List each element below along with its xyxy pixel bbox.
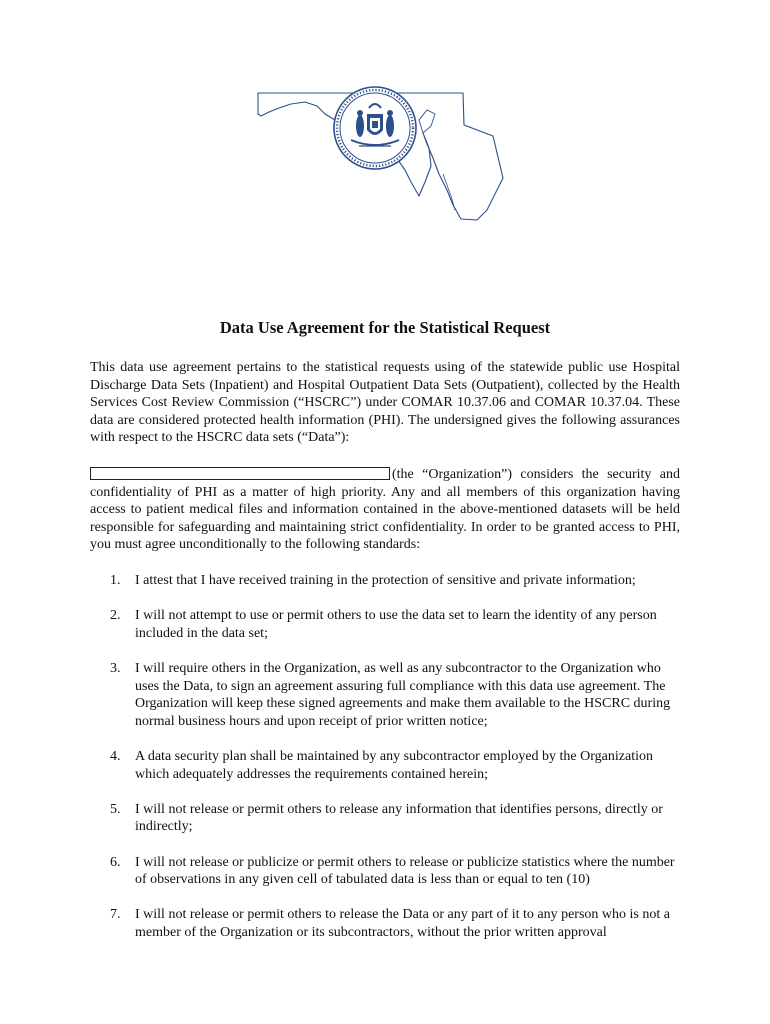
intro-paragraph: This data use agreement pertains to the statistical requests using of the statewide public use Hospital Discharge Data Sets (Inpatient) and Hospital Outpatient Data Sets (Outpatient), collected by the Health Services Cost Review Commission (“HSCRC”) under COMAR 10.37.06 and COMAR 10.37.04. These data are considered protected health information (PHI). The undersigned gives the following assurances with respect to the HSCRC data sets (“Data”): (90, 360, 680, 446)
state-seal-icon (334, 87, 416, 169)
organization-name-field[interactable] (90, 467, 390, 480)
list-item-text: I will not release or permit others to release the Data or any part of it to any person who is not a member of the Organization or its subcontractors, without the prior written approval (135, 907, 670, 940)
organization-paragraph (90, 466, 680, 554)
list-item (90, 801, 682, 836)
list-item-text: A data security plan shall be maintained by any subcontractor employed by the Organization which adequately addresses the requirements contained herein; (135, 748, 653, 782)
list-item (90, 748, 682, 783)
list-item-number: 7. (110, 907, 121, 923)
list-item-text: I will not release or publicize or permit others to release or publicize statistics where the number of observations in any given cell of tabulated data is less than or equal to ten (10) (135, 854, 675, 888)
list-item-number: 2. (110, 608, 121, 624)
standards-list (90, 572, 682, 959)
list-item (90, 660, 682, 730)
list-item-text: I will not attempt to use or permit others to use the data set to learn the identity of any person included in the data set; (135, 608, 657, 641)
list-item-text: I will not release or permit others to release any information that identifies persons, directly or indirectly; (135, 801, 663, 835)
list-item (90, 906, 682, 941)
list-item-number: 5. (110, 801, 121, 817)
list-item-text: I attest that I have received training in the protection of sensitive and private information; (135, 573, 636, 588)
list-item-number: 3. (110, 660, 121, 676)
organization-statement: (the “Organization”) considers the security and confidentiality of PHI as a matter of high priority. Any and all members of this organization having access to patient medical files and information contained in the above-mentioned datasets will be held responsible for safeguarding and maintaining strict confidentiality. In order to be granted access to PHI, you must agree unconditionally to the following standards: (90, 467, 680, 553)
list-item-text: I will require others in the Organization, as well as any subcontractor to the Organization who uses the Data, to sign an agreement assuring full compliance with this data use agreement. The Organization will keep these signed agreements and make them available to the HSCRC during normal business hours and upon receipt of prior written notice; (135, 660, 671, 729)
list-item (90, 854, 682, 889)
list-item-number: 1. (110, 573, 121, 588)
list-item-number: 4. (110, 748, 121, 764)
maryland-map-seal-icon (255, 78, 507, 224)
document-title: Data Use Agreement for the Statistical Request (219, 318, 551, 337)
list-item (90, 572, 682, 590)
list-item (90, 607, 682, 642)
list-item-number: 6. (110, 854, 121, 870)
